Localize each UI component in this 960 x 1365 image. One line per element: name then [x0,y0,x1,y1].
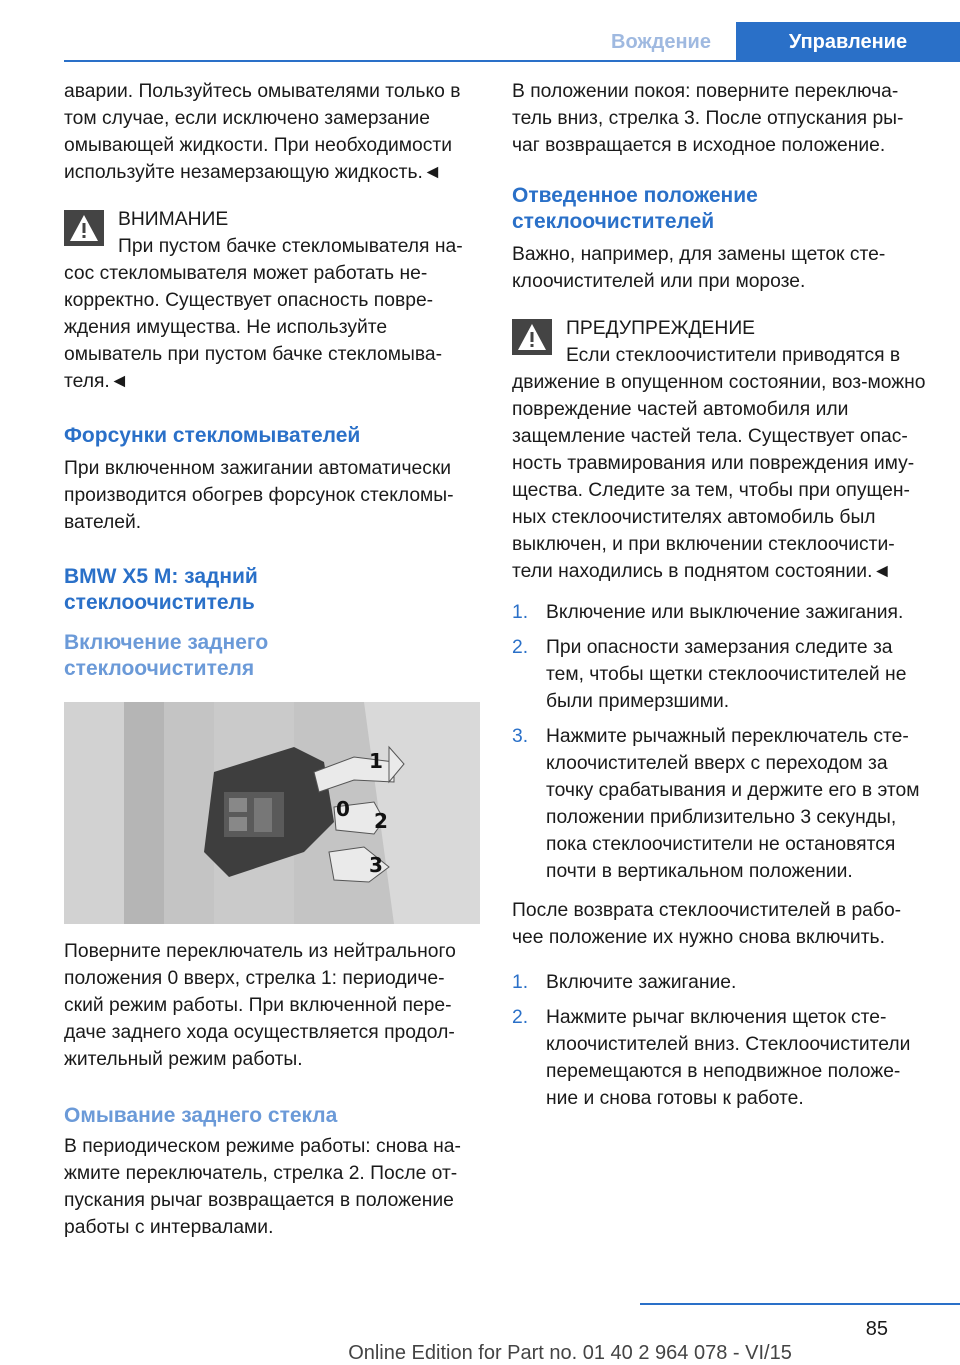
list-text: Нажмите рычаг включения щеток сте-клоочистителей вниз. Стеклоочистители перемещаются в неподвижное положе-ние и снова готовы к работе. [546,1007,911,1109]
list-number: 1. [512,602,529,623]
header-rule [64,60,960,62]
list-number: 3. [512,726,529,747]
steps-list-2 [512,969,928,1112]
warning-triangle-icon [512,319,552,355]
warning-text [512,342,928,585]
wiper-lever-figure [64,702,480,924]
page-header [0,0,960,62]
arrow-label-3: 3 [369,853,383,877]
heading-rear-wiper-on: Включение заднего стеклоочистителя [64,631,269,680]
list-number: 2. [512,637,529,658]
list-number: 2. [512,1007,529,1028]
wash-paragraph: В периодическом режиме работы: снова на-жмите переключатель, стрелка 2. После от-пускания рычаг возвращается в положение работы с интервалами. [64,1136,461,1238]
position-label-0: 0 [336,797,350,821]
steps-list-1 [512,599,928,885]
warning-first-line: Если стеклоочистители приводятся в [566,345,901,366]
heading-rear-wiper: BMW X5 M: задний стеклоочиститель [64,565,258,614]
warning-title: ПРЕДУПРЕЖДЕНИЕ [566,318,756,339]
warning-notice-1 [64,206,480,395]
list-text: Нажмите рычажный переключатель сте-клоочистителей вверх с переходом за точку срабатывания и держите его в этом положении приблизительно 3 секунды, пока стеклоочистители не остановятся почти в вертикальном положении. [546,726,920,882]
warning-triangle-icon [64,210,104,246]
list-number: 1. [512,972,529,993]
tab-driving[interactable]: Вождение [611,31,711,53]
list-text: При опасности замерзания следите за тем, чтобы щетки стеклоочистителей не были примерзшими. [546,637,907,712]
intro-paragraph: аварии. Пользуйтесь омывателями только в том случае, если исключено замерзание омывающей жидкости. При необходимости используйте незамерзающую жидкость.◄ [64,81,461,183]
warning-text [64,233,480,395]
left-column [64,78,480,1241]
nozzles-paragraph: При включенном зажигании автоматически производится обогрев форсунок стекломы-вателей. [64,458,454,533]
list-item [512,1004,928,1112]
edition-footer: Online Edition for Part no. 01 40 2 964 078 - VI/15 [348,1342,792,1364]
heading-rear-wash: Омывание заднего стекла [64,1104,338,1127]
list-item [512,634,928,715]
arrow-label-2: 2 [374,809,388,833]
warning-title: ВНИМАНИЕ [118,209,229,230]
arrow-label-1: 1 [369,749,383,773]
turn-paragraph: Поверните переключатель из нейтрального положения 0 вверх, стрелка 1: периодиче-ский режим работы. При включенной пере-даче заднего хода осуществляется продол-жительный режим работы. [64,941,456,1070]
warning-first-line: При пустом бачке стекломывателя на- [118,236,463,257]
right-column [512,78,928,1120]
heading-nozzles: Форсунки стекломывателей [64,424,361,447]
warning-rest: движение в опущенном состоянии, воз-можно повреждение частей автомобиля или защемление частей тела. Существует опас-ность травмирования или повреждения иму-щества. Следите за тем, чтобы при опущен-ных стеклоочистителях автомобиль был выключен, и при включении стеклоочисти-тели находились в поднятом состоянии.◄ [512,372,926,582]
list-item [512,969,928,996]
list-text: Включение или выключение зажигания. [546,602,904,623]
warning-rest: сос стекломывателя может работать не-корректно. Существует опасность повре-ждения имущества. Не используйте омыватель при пустом бачке стекломыва-теля.◄ [64,263,443,392]
list-item [512,723,928,885]
raised-paragraph: Важно, например, для замены щеток сте-клоочистителей или при морозе. [512,244,886,292]
after-paragraph: После возврата стеклоочистителей в рабо-чее положение их нужно снова включить. [512,900,902,948]
heading-raised-position: Отведенное положение стеклоочистителей [512,184,758,233]
list-text: Включите зажигание. [546,972,737,993]
tab-controls[interactable]: Управление [736,22,960,62]
list-item [512,599,928,626]
footer-rule [640,1303,960,1305]
warning-notice-2 [512,315,928,585]
page-number: 85 [865,1318,888,1340]
rest-paragraph: В положении покоя: поверните переключа-тель вниз, стрелка 3. После отпускания ры-чаг возвращается в исходное положение. [512,81,904,156]
